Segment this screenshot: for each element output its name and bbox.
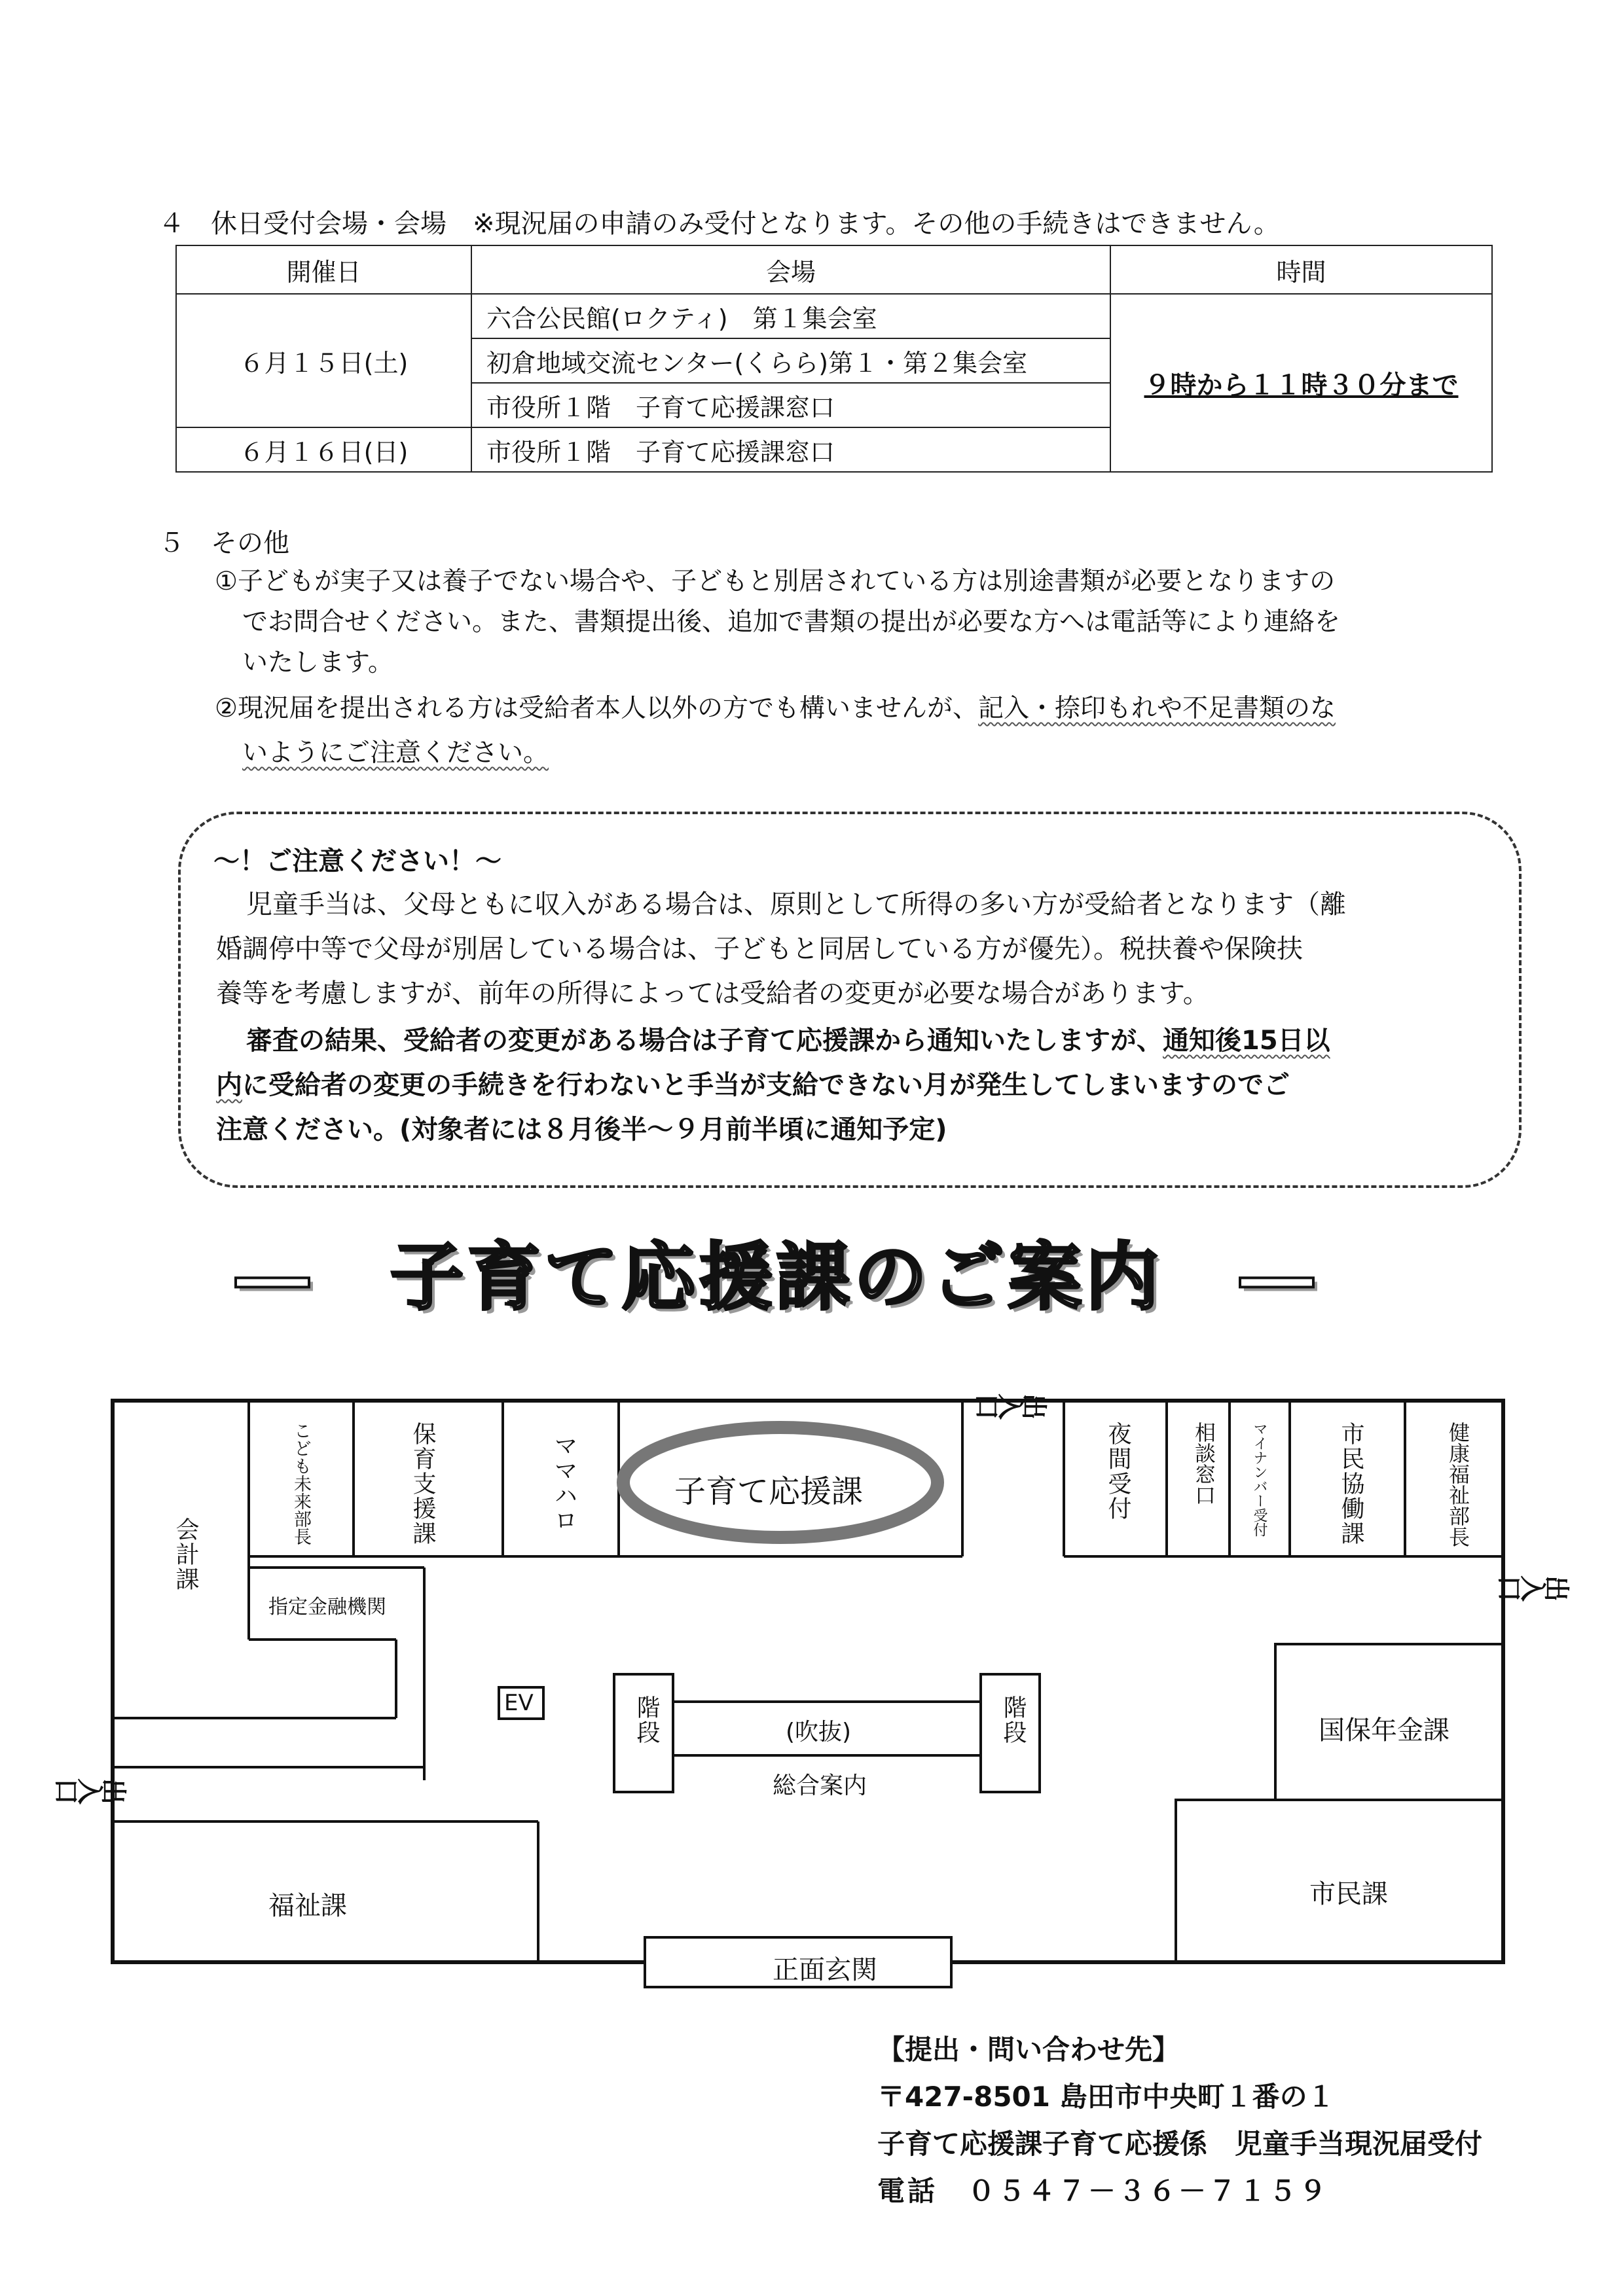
room-kokuho: 国保年金課 xyxy=(1319,1715,1450,1746)
exit-right: 出入口 xyxy=(1499,1571,1571,1602)
room-yakan: 夜間受付 xyxy=(1104,1422,1131,1521)
contact-heading: 【提出・問い合わせ先】 xyxy=(877,2034,1180,2066)
header-time: 時間 xyxy=(1110,245,1492,294)
room-fukushi: 福祉課 xyxy=(268,1891,347,1921)
ev-label: EV xyxy=(504,1690,534,1716)
header-venue: 会場 xyxy=(471,245,1110,294)
fukinuke-label: (吹抜) xyxy=(786,1719,852,1746)
item1-line: でお問合せください。また、書類提出後、追加で書類の提出が必要な方へは電話等により連絡を xyxy=(242,607,1341,637)
room-mynumber: マイナンバー受付 xyxy=(1251,1422,1267,1537)
room-kenko-bucho: 健康福祉部長 xyxy=(1446,1422,1470,1547)
item2-emphasis: 記入・捺印もれや不足書類のな xyxy=(977,694,1336,723)
contact-address: 〒427-8501 島田市中央町１番の１ xyxy=(877,2081,1335,2113)
room-hoiku: 保育支援課 xyxy=(409,1422,436,1546)
exit-top: 出入口 xyxy=(977,1389,1048,1420)
notice-bold-line: 審査の結果、受給者の変更がある場合は子育て応援課から通知いたしますが、通知後15日以 xyxy=(246,1026,1330,1056)
section5-title: ５ その他 xyxy=(158,528,289,558)
room-shimin: 市民課 xyxy=(1309,1879,1388,1909)
notice-line: 婚調停中等で父母が別居している場合は、子どもと同居している方が優先）。税扶養や保険扶 xyxy=(216,934,1303,964)
venue-cell: 初倉地域交流センター(くらら)第１・第２集会室 xyxy=(471,338,1110,383)
room-kaikei: 会計課 xyxy=(172,1517,199,1592)
item2-line: ②現況届を提出される方は受給者本人以外の方でも構いませんが、記入・捺印もれや不足書類のな xyxy=(215,694,1336,723)
room-kosodate: 子育て応援課 xyxy=(674,1473,864,1510)
venue-cell: 市役所１階 子育て応援課窓口 xyxy=(471,383,1110,427)
time-cell: ９時から１１時３０分まで xyxy=(1110,294,1492,472)
section4-title: ４ 休日受付会場・会場 ※現況届の申請のみ受付となります。その他の手続きはできません。 xyxy=(158,209,1280,239)
stairs-right: 階段 xyxy=(1000,1695,1027,1745)
room-soudan: 相談窓口 xyxy=(1192,1422,1216,1505)
entrance-label: 正面玄関 xyxy=(773,1955,877,1985)
notice-bold-line: 内に受給者の変更の手続きを行わないと手当が支給できない月が発生してしまいますのでご xyxy=(216,1070,1290,1100)
venue-cell: 六合公民館(ロクティ) 第１集会室 xyxy=(471,294,1110,338)
contact-tel: 電話 ０５４７－３６－７１５９ xyxy=(877,2175,1330,2207)
item1-line: いたします。 xyxy=(242,648,393,677)
notice-bold-line: 注意ください。(対象者には８月後半～９月前半頃に通知予定) xyxy=(216,1115,947,1145)
venue-cell: 市役所１階 子育て応援課窓口 xyxy=(471,427,1110,472)
item2-emphasis: いようにご注意ください。 xyxy=(242,738,549,768)
date-cell-16: ６月１６日(日) xyxy=(176,427,471,472)
item1-line: ①子どもが実子又は養子でない場合や、子どもと別居されている方は別途書類が必要となりますの xyxy=(215,567,1336,596)
guide-title: ― 子育て応援課のご案内 ― xyxy=(236,1235,1317,1320)
header-date: 開催日 xyxy=(176,245,471,294)
sogo-label: 総合案内 xyxy=(773,1772,867,1799)
room-kodomo-bucho: こども未来部長 xyxy=(291,1422,311,1545)
notice-line: 児童手当は、父母ともに収入がある場合は、原則として所得の多い方が受給者となります（離 xyxy=(246,889,1346,920)
notice-heading: ～！ご注意ください！～ xyxy=(213,846,501,876)
stairs-left: 階段 xyxy=(633,1695,660,1745)
contact-dept: 子育て応援課子育て応援係 児童手当現況届受付 xyxy=(877,2128,1483,2160)
room-mamaharo: ママハロ xyxy=(551,1433,577,1533)
room-shimin-kyodo: 市民協働課 xyxy=(1338,1422,1364,1546)
room-shitei: 指定金融機関 xyxy=(268,1596,386,1619)
notice-line: 養等を考慮しますが、前年の所得によっては受給者の変更が必要な場合があります。 xyxy=(216,978,1209,1009)
date-cell-15: ６月１５日(土) xyxy=(176,294,471,427)
exit-left: 出入口 xyxy=(56,1774,128,1804)
